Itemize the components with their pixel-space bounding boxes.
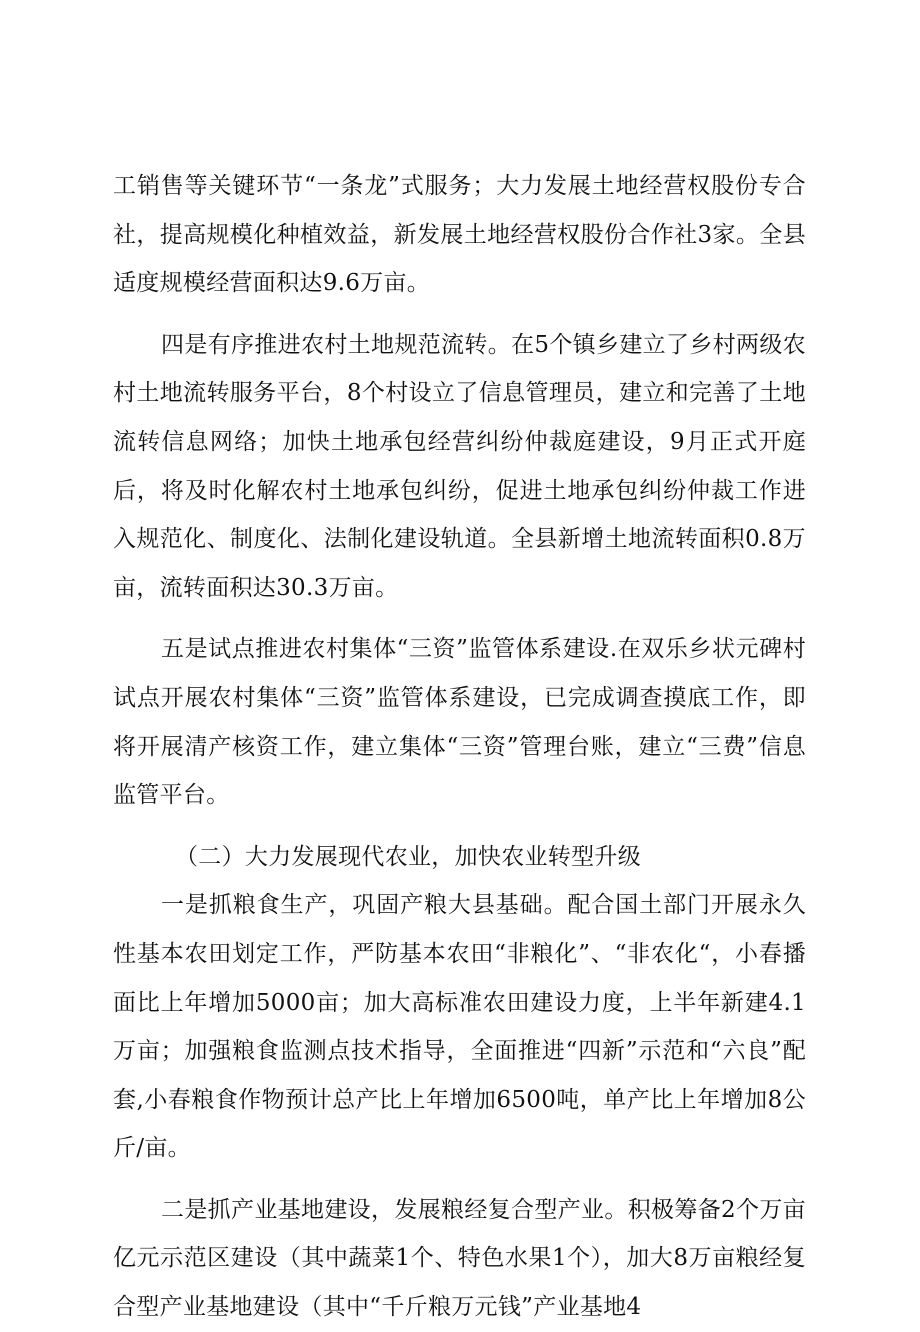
paragraph-continuation: 工销售等关键环节“一条龙”式服务；大力发展土地经营权股份专合社，提高规模化种植效益，新发展土地经营权股份合作社3家。全县适度规模经营面积达9.6万亩。 xyxy=(113,173,806,297)
paragraph-land-transfer: 四是有序推进农村土地规范流转。在5个镇乡建立了乡村两级农村土地流转服务平台，8个村设立了信息管理员，建立和完善了土地流转信息网络；加快土地承包经营纠纷仲裁庭建设，9月正式开庭后，将及时化解农村土地承包纠纷，促进土地承包纠纷仲裁工作进入规范化、制度化、法制化建设轨道。全县新增土地流转面积0.8万亩，流转面积达30.3万亩。 xyxy=(113,331,806,601)
paragraph-industrial-base: 二是抓产业基地建设，发展粮经复合型产业。积极筹备2个万亩亿元示范区建设（其中蔬菜1个、特色水果1个），加大8万亩粮经复合型产业基地建设（其中“千斤粮万元钱”产业基地4 xyxy=(113,1196,806,1321)
paragraph-grain-production: 一是抓粮食生产，巩固产粮大县基础。配合国土部门开展永久性基本农田划定工作，严防基本农田“非粮化”、“非农化“，小春播面比上年增加5000亩；加大高标准农田建设力度，上半年新建4.1万亩；加强粮食监测点技术指导，全面推进“四新”示范和“六良”配套,小春粮食作物预计总产比上年增加6500吨，单产比上年增加8公斤/亩。 xyxy=(113,892,806,1162)
section-heading: （二）大力发展现代农业，加快农业转型升级 xyxy=(175,843,641,870)
paragraph-collective-assets: 五是试点推进农村集体“三资”监管体系建设.在双乐乡状元碑村试点开展农村集体“三资”监管体系建设，已完成调查摸底工作，即将开展清产核资工作，建立集体“三资”管理台账，建立“三费”信息监管平台。 xyxy=(113,636,806,809)
document-body xyxy=(113,162,806,1332)
